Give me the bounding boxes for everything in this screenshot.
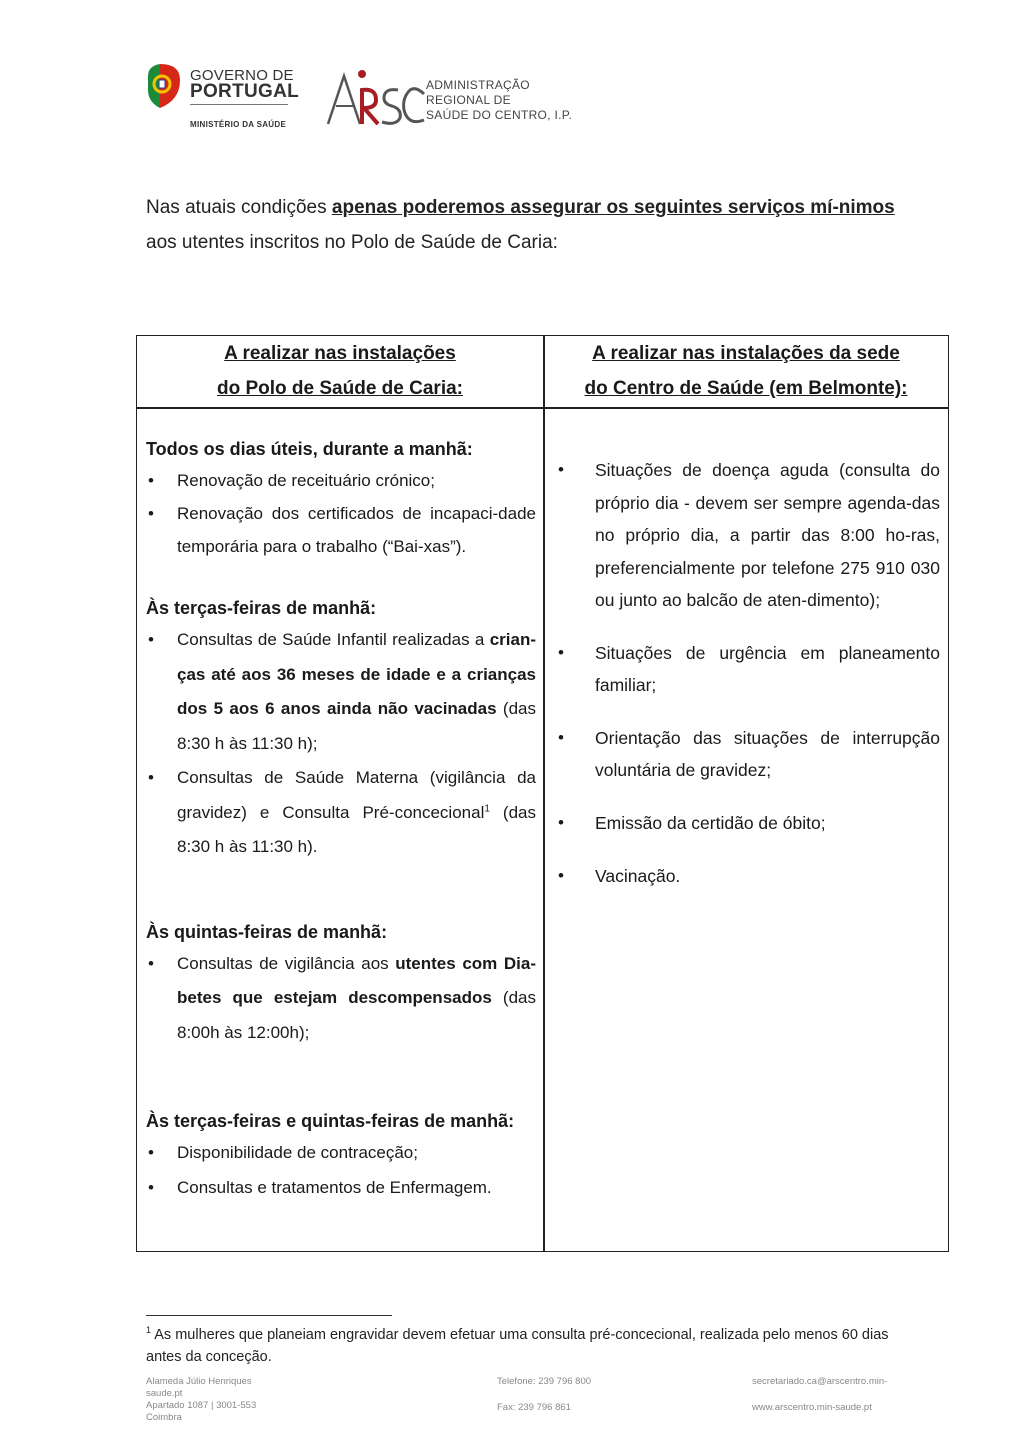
footnote-separator — [146, 1315, 392, 1316]
item-text: Consultas de Saúde Infantil realizadas a — [177, 630, 490, 649]
footer-address-line: saude.pt — [146, 1388, 183, 1399]
intro-emphasis: apenas poderemos assegurar os seguintes serviços mí-nimos — [331, 197, 895, 218]
section-title-tuesdays: Às terças-feiras de manhã: — [146, 598, 377, 618]
list-item: • Renovação de receituário crónico; — [146, 464, 536, 497]
table-header-belmonte — [543, 336, 949, 407]
arsc-logo — [326, 68, 573, 128]
list-item: • Consultas e tratamentos de Enfermagem. — [146, 1171, 536, 1206]
item-text: (das 8:30 h às 11:30 h); — [177, 699, 537, 753]
list-item — [146, 761, 536, 865]
services-table — [136, 335, 949, 1252]
footnote-ref: 1 — [484, 802, 490, 814]
table-column-divider — [543, 336, 545, 1251]
gov-logo-line2: PORTUGAL — [190, 81, 300, 102]
footer-phones — [497, 1376, 591, 1414]
footnote-text: As mulheres que planeiam engravidar devem efetuar uma consulta pré-concecional, realizada pelo menos 60 dias antes da conceção. — [146, 1327, 889, 1365]
list-item: • Emissão da certidão de óbito; — [562, 807, 940, 840]
list-item: • Disponibilidade de contraceção; — [146, 1136, 536, 1171]
arsc-name-line: ADMINISTRAÇÃO — [426, 78, 530, 92]
list-item: • Situações de doença aguda (consulta do próprio dia - devem ser sempre agenda-das no próprio dia, a partir das 8:00 ho-ras, preferencialmente por telefone 275 910 030 ou junto ao balcão de aten-dimento); — [562, 454, 940, 617]
belmonte-services-column — [562, 454, 940, 893]
footnote-mark: 1 — [146, 1325, 152, 1336]
header-line: A realizar nas instalações da sede — [592, 343, 900, 364]
item-text: Consultas de Saúde Materna (vigilância da gravidez) e Consulta Pré-concecional — [177, 768, 536, 822]
arsc-name-line: SAÚDE DO CENTRO, I.P. — [426, 108, 573, 122]
intro-text: aos utentes inscritos no Polo de Saúde de Caria: — [146, 232, 558, 253]
footer-address — [146, 1376, 286, 1424]
list-item: • Orientação das situações de interrupção voluntária de gravidez; — [562, 722, 940, 787]
footnote — [146, 1324, 916, 1368]
item-text: (das 8:30 h às 11:30 h). — [177, 802, 536, 856]
portugal-emblem-icon — [146, 62, 182, 110]
arsc-name — [426, 78, 572, 123]
header-line: A realizar nas instalações — [224, 343, 456, 364]
intro-text: Nas atuais condições — [146, 197, 332, 218]
governo-de-portugal-logo — [146, 62, 306, 134]
section-title-tue-thu: Às terças-feiras e quintas-feiras de manhã: — [146, 1111, 515, 1131]
footer-phone: Telefone: 239 796 800 — [497, 1376, 592, 1387]
header-line: do Centro de Saúde (em Belmonte): — [584, 378, 908, 399]
table-header-caria — [137, 336, 543, 407]
footer-fax: Fax: 239 796 861 — [497, 1402, 571, 1413]
arsc-mark-icon — [326, 68, 426, 128]
intro-paragraph — [146, 190, 916, 260]
arsc-name-line: REGIONAL DE — [426, 93, 511, 107]
footer-address-line: Apartado 1087 | 3001-553 Coimbra — [146, 1400, 257, 1423]
gov-logo-divider — [190, 104, 288, 105]
list-item: • Renovação dos certificados de incapaci-dade temporária para o trabalho (“Bai-xas”). — [146, 497, 536, 563]
caria-services-column — [146, 434, 536, 1205]
gov-logo-ministry: MINISTÉRIO DA SAÚDE — [190, 120, 287, 129]
list-item — [146, 623, 536, 761]
list-item — [146, 947, 536, 1051]
footer-address-line: Alameda Júlio Henriques — [146, 1376, 252, 1387]
item-text: (das 8:00h às 12:00h); — [177, 988, 536, 1042]
gov-logo-line1: GOVERNO DE — [190, 67, 294, 84]
section-title-weekdays: Todos os dias úteis, durante a manhã: — [146, 439, 473, 459]
footer-contacts — [752, 1376, 912, 1414]
list-item: • Situações de urgência em planeamento familiar; — [562, 637, 940, 702]
item-text: Consultas de vigilância aos — [177, 953, 396, 973]
table-header-divider — [137, 407, 948, 409]
item-text-bold: utentes com Dia-betes que estejam descompensados — [177, 953, 536, 1007]
item-text-bold: crian-ças até aos 36 meses de idade e a crianças dos 5 aos 6 anos ainda não vacinadas — [177, 630, 536, 718]
footer-email[interactable]: secretariado.ca@arscentro.min- — [752, 1376, 888, 1387]
section-title-thursdays: Às quintas-feiras de manhã: — [146, 921, 388, 942]
header-line: do Polo de Saúde de Caria: — [217, 378, 463, 399]
list-item: • Vacinação. — [562, 860, 940, 893]
footer-website[interactable]: www.arscentro.min-saude.pt — [752, 1402, 872, 1413]
